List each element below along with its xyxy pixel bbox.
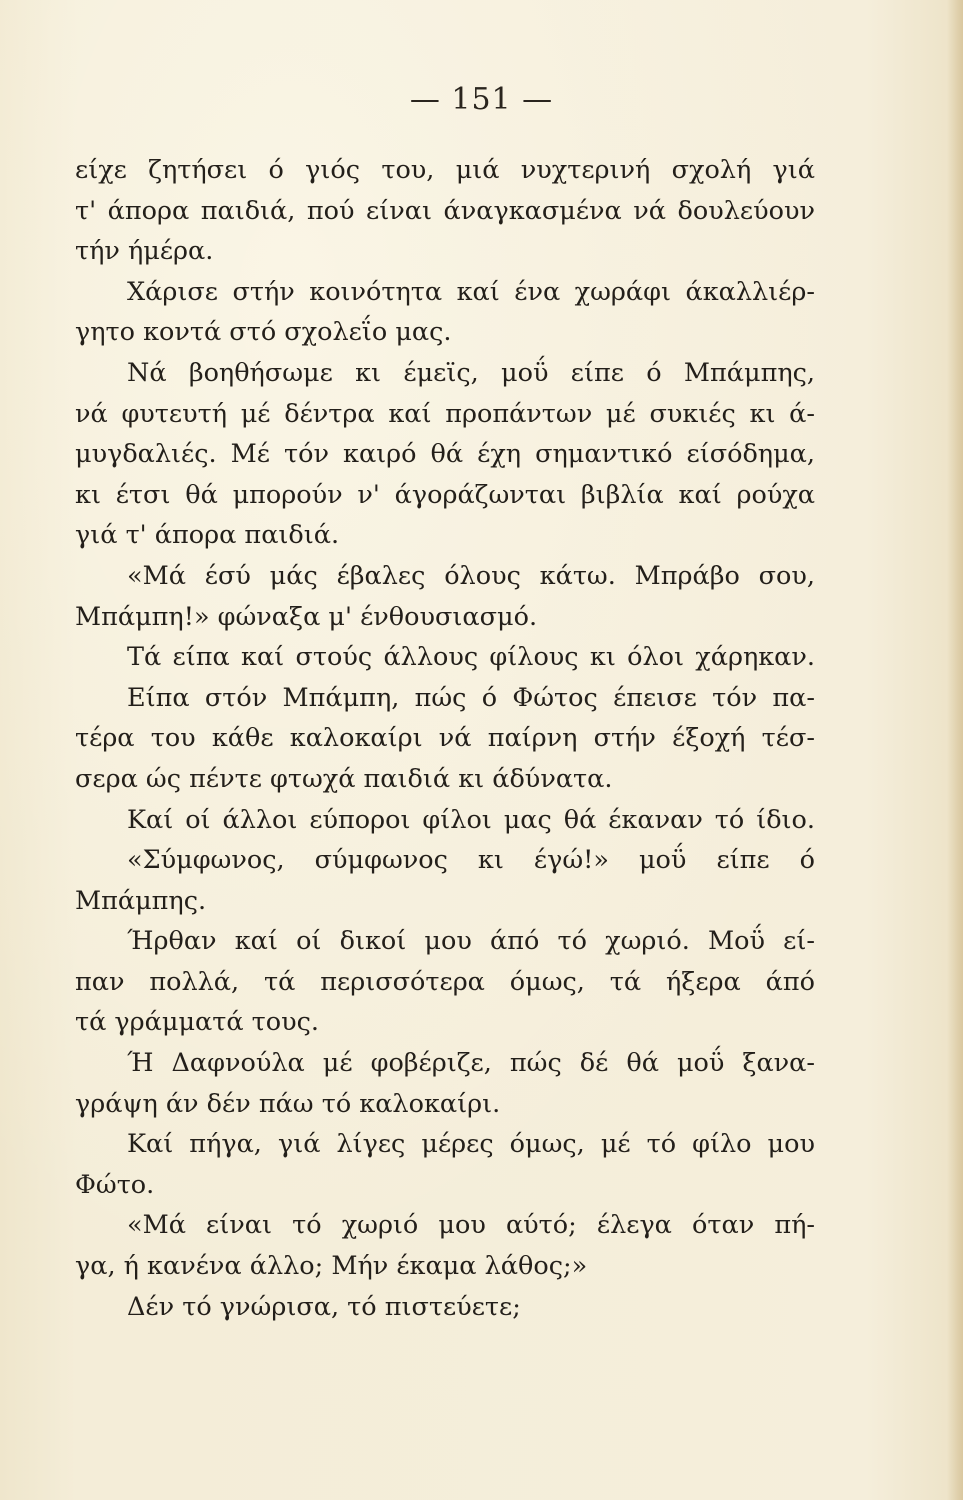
text-line: γράψη άν δέν πάω τό καλοκαίρι. [75, 1088, 501, 1119]
text-line: τά γράμματά τους. [75, 1007, 320, 1038]
text-line: γητο κοντά στό σχολεΐο μας. [75, 317, 452, 348]
text-line: Τά είπα καί στούς άλλους φίλους κι όλοι χάρηκαν. [127, 642, 815, 673]
text-line: «Μά έσύ μάς έβαλες όλους κάτω. Μπράβο σου, [127, 560, 815, 591]
text-line: Καί οί άλλοι εύποροι φίλοι μας θά έκαναν τό ίδιο. [127, 804, 815, 835]
page-edge-shadow [947, 0, 963, 1500]
text-line: «Σύμφωνος, σύμφωνος κι έγώ!» μοΰ είπε ό [127, 845, 815, 876]
text-line: Καί πήγα, γιά λίγες μέρες όμως, μέ τό φίλο μου [127, 1129, 815, 1160]
text-line: σερα ώς πέντε φτωχά παιδιά κι άδύνατα. [75, 763, 613, 794]
text-line: «Μά είναι τό χωριό μου αύτό; έλεγα όταν πή- [127, 1210, 815, 1241]
text-line: τήν ήμέρα. [75, 236, 214, 267]
text-line: Ή Δαφνούλα μέ φοβέριζε, πώς δέ θά μοΰ ξανα- [127, 1048, 815, 1079]
text-line: γα, ή κανένα άλλο; Μήν έκαμα λάθος;» [75, 1251, 588, 1282]
text-line: τ' άπορα παιδιά, πού είναι άναγκασμένα νά δουλεύουν [75, 195, 815, 226]
text-line: μυγδαλιές. Μέ τόν καιρό θά έχη σημαντικό είσόδημα, [75, 439, 815, 470]
text-line: τέρα του κάθε καλοκαίρι νά παίρνη στήν έξοχή τέσ- [75, 723, 815, 754]
text-line: νά φυτευτή μέ δέντρα καί προπάντων μέ συκιές κι ά- [75, 398, 815, 429]
text-line: είχε ζητήσει ό γιός του, μιά νυχτερινή σχολή γιά [75, 155, 815, 185]
text-line: Φώτο. [75, 1169, 155, 1200]
text-line: Χάρισε στήν κοινότητα καί ένα χωράφι άκαλλιέρ- [127, 276, 815, 307]
text-line: γιά τ' άπορα παιδιά. [75, 520, 340, 551]
body-text [75, 150, 815, 1327]
text-line: Νά βοηθήσωμε κι έμεϊς, μοΰ είπε ό Μπάμπης, [127, 357, 815, 388]
text-line: παν πολλά, τά περισσότερα όμως, τά ήξερα άπό [75, 966, 815, 997]
text-line: Είπα στόν Μπάμπη, πώς ό Φώτος έπεισε τόν πα- [127, 682, 815, 713]
text-line: Μπάμπη!» φώναξα μ' ένθουσιασμό. [75, 601, 538, 632]
text-line: κι έτσι θά μπορούν ν' άγοράζωνται βιβλία καί ρούχα [75, 479, 815, 510]
text-line: Μπάμπης. [75, 885, 207, 916]
text-line: Δέν τό γνώρισα, τό πιστεύετε; [127, 1291, 521, 1322]
page-number: — 151 — [409, 82, 554, 117]
text-line: Ήρθαν καί οί δικοί μου άπό τό χωριό. Μοΰ εί- [127, 926, 815, 957]
